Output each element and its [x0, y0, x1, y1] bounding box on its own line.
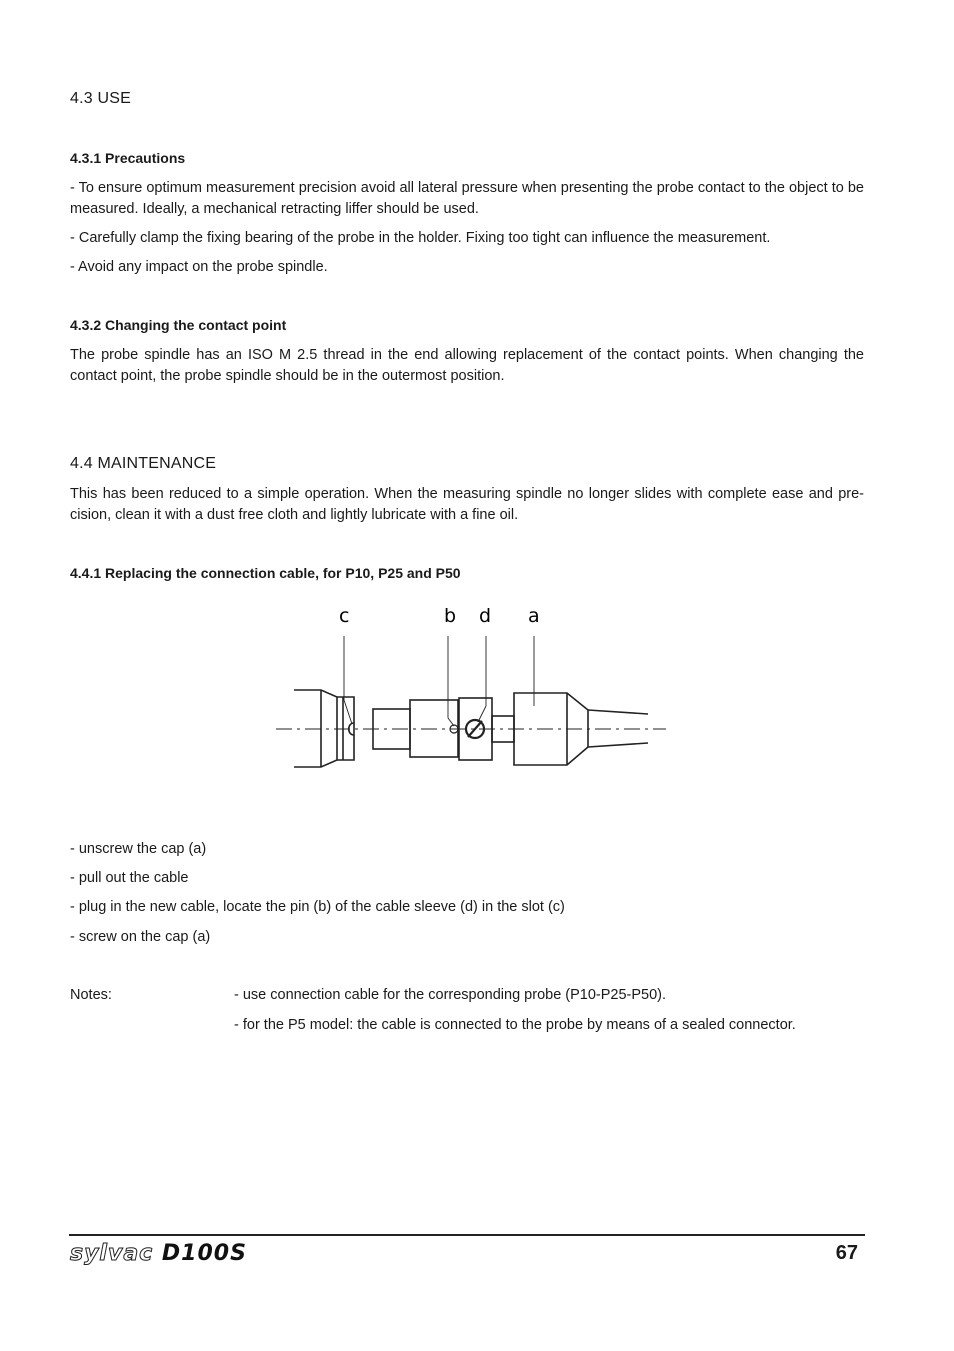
- label-d: d: [479, 605, 492, 627]
- label-a: a: [528, 605, 540, 627]
- note-item-1: - use connection cable for the corresponding probe (P10-P25-P50).: [234, 987, 667, 1003]
- label-b: b: [444, 605, 457, 627]
- precautions-paragraph-1: - To ensure optimum measurement precision avoid all lateral pressure when presenting the probe contact to the object to be measured. Ideally, a mechanical retracting liffer should be used.: [70, 180, 864, 217]
- changing-contact-point-paragraph: The probe spindle has an ISO M 2.5 thread in the end allowing replacement of the contact points. When changing the contact point, the probe spindle should be in the outermost position.: [70, 347, 864, 384]
- notes-label: Notes:: [70, 987, 112, 1003]
- step-4: - screw on the cap (a): [70, 929, 211, 945]
- footer-rule: [69, 1234, 865, 1236]
- maintenance-paragraph: This has been reduced to a simple operation. When the measuring spindle no longer slides with complete ease and pre-cision, clean it with a dust free cloth and lightly lubricate with a fine oil.: [70, 486, 864, 523]
- brand-name: sylvac: [70, 1241, 154, 1266]
- cable-connector-diagram: [270, 600, 670, 775]
- section-title-use: 4.3 USE: [70, 90, 131, 107]
- step-1: - unscrew the cap (a): [70, 841, 207, 857]
- subsection-title-precautions: 4.3.1 Precautions: [70, 150, 186, 166]
- step-2: - pull out the cable: [70, 870, 189, 886]
- model-name: D100S: [161, 1241, 247, 1266]
- note-item-2: - for the P5 model: the cable is connected to the probe by means of a sealed connector.: [234, 1017, 796, 1033]
- section-title-maintenance: 4.4 MAINTENANCE: [70, 455, 217, 472]
- precautions-paragraph-2: - Carefully clamp the fixing bearing of the probe in the holder. Fixing too tight can influence the measurement.: [70, 230, 771, 246]
- step-3: - plug in the new cable, locate the pin (b) of the cable sleeve (d) in the slot (c): [70, 899, 565, 915]
- brand-logo: [70, 1241, 247, 1266]
- subsection-title-changing-contact-point: 4.3.2 Changing the contact point: [70, 317, 287, 333]
- precautions-paragraph-3: - Avoid any impact on the probe spindle.: [70, 259, 328, 275]
- label-c: c: [339, 605, 350, 627]
- page-number: 67: [835, 1242, 858, 1264]
- subsection-title-replacing-cable: 4.4.1 Replacing the connection cable, for P10, P25 and P50: [70, 565, 461, 581]
